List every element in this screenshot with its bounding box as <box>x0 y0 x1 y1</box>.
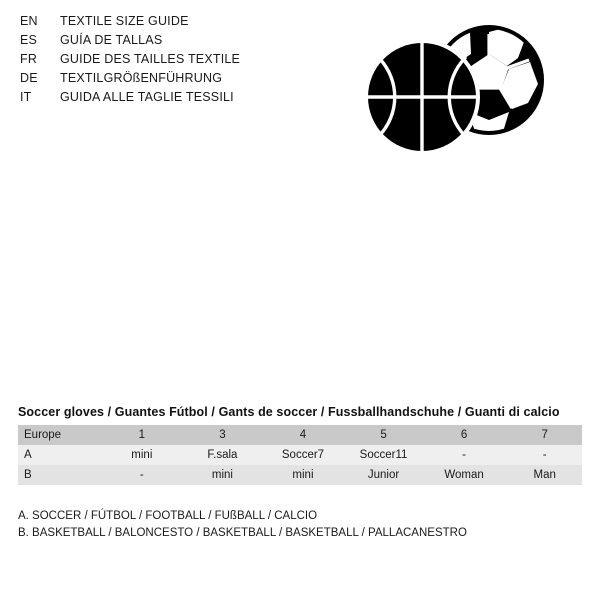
table-header-cell-1: 1 <box>99 425 180 445</box>
table-row-label-a: A <box>18 445 99 465</box>
table-cell: - <box>501 445 582 465</box>
legend-code-es: ES <box>20 33 38 47</box>
legend-code-it: IT <box>20 90 32 104</box>
legend-text-de: TEXTILGRÖßENFÜHRUNG <box>60 71 223 85</box>
legend-text-es: GUÍA DE TALLAS <box>60 33 163 47</box>
table-header-cell-7: 7 <box>501 425 582 445</box>
table-cell: - <box>99 465 180 485</box>
legend-text-en: TEXTILE SIZE GUIDE <box>60 14 189 28</box>
table-cell: - <box>421 445 502 465</box>
table-cell: F.sala <box>179 445 260 465</box>
legend-code-fr: FR <box>20 52 38 66</box>
legend-code-de: DE <box>20 71 38 85</box>
legend-row-it <box>20 90 320 109</box>
size-table-block <box>18 405 582 485</box>
table-cell: Woman <box>421 465 502 485</box>
table-title: Soccer gloves / Guantes Fútbol / Gants de soccer / Fussballhandschuhe / Guanti di calcio <box>18 405 560 419</box>
table-header-cell-6: 6 <box>421 425 502 445</box>
legend-row-fr <box>20 52 320 71</box>
table-header-cell-5: 5 <box>340 425 421 445</box>
legend-text-it: GUIDA ALLE TAGLIE TESSILI <box>60 90 234 104</box>
table-cell: Junior <box>340 465 421 485</box>
basketball-and-soccer-ball-illustration <box>352 20 562 170</box>
table-cell: Soccer7 <box>260 445 341 465</box>
footnote-b: B. BASKETBALL / BALONCESTO / BASKETBALL / BASKETBALL / PALLACANESTRO <box>18 527 467 539</box>
table-cell: mini <box>179 465 260 485</box>
table-row-label-b: B <box>18 465 99 485</box>
legend-row-en <box>20 14 320 33</box>
legend-row-es <box>20 33 320 52</box>
table-row <box>18 465 582 485</box>
legend-code-en: EN <box>20 14 38 28</box>
basketball-icon <box>364 39 480 155</box>
legend-row-de <box>20 71 320 90</box>
legend-text-fr: GUIDE DES TAILLES TEXTILE <box>60 52 241 66</box>
table-cell: Soccer11 <box>340 445 421 465</box>
table-header-cell-3: 3 <box>179 425 260 445</box>
size-table <box>18 425 582 485</box>
footnotes <box>18 508 578 542</box>
table-cell: mini <box>99 445 180 465</box>
table-header-cell-europe: Europe <box>18 425 99 445</box>
table-cell: mini <box>260 465 341 485</box>
table-header-row <box>18 425 582 445</box>
footnote-a: A. SOCCER / FÚTBOL / FOOTBALL / FUßBALL / CALCIO <box>18 510 318 522</box>
language-legend <box>20 14 320 109</box>
table-cell: Man <box>501 465 582 485</box>
table-row <box>18 445 582 465</box>
table-header-cell-4: 4 <box>260 425 341 445</box>
